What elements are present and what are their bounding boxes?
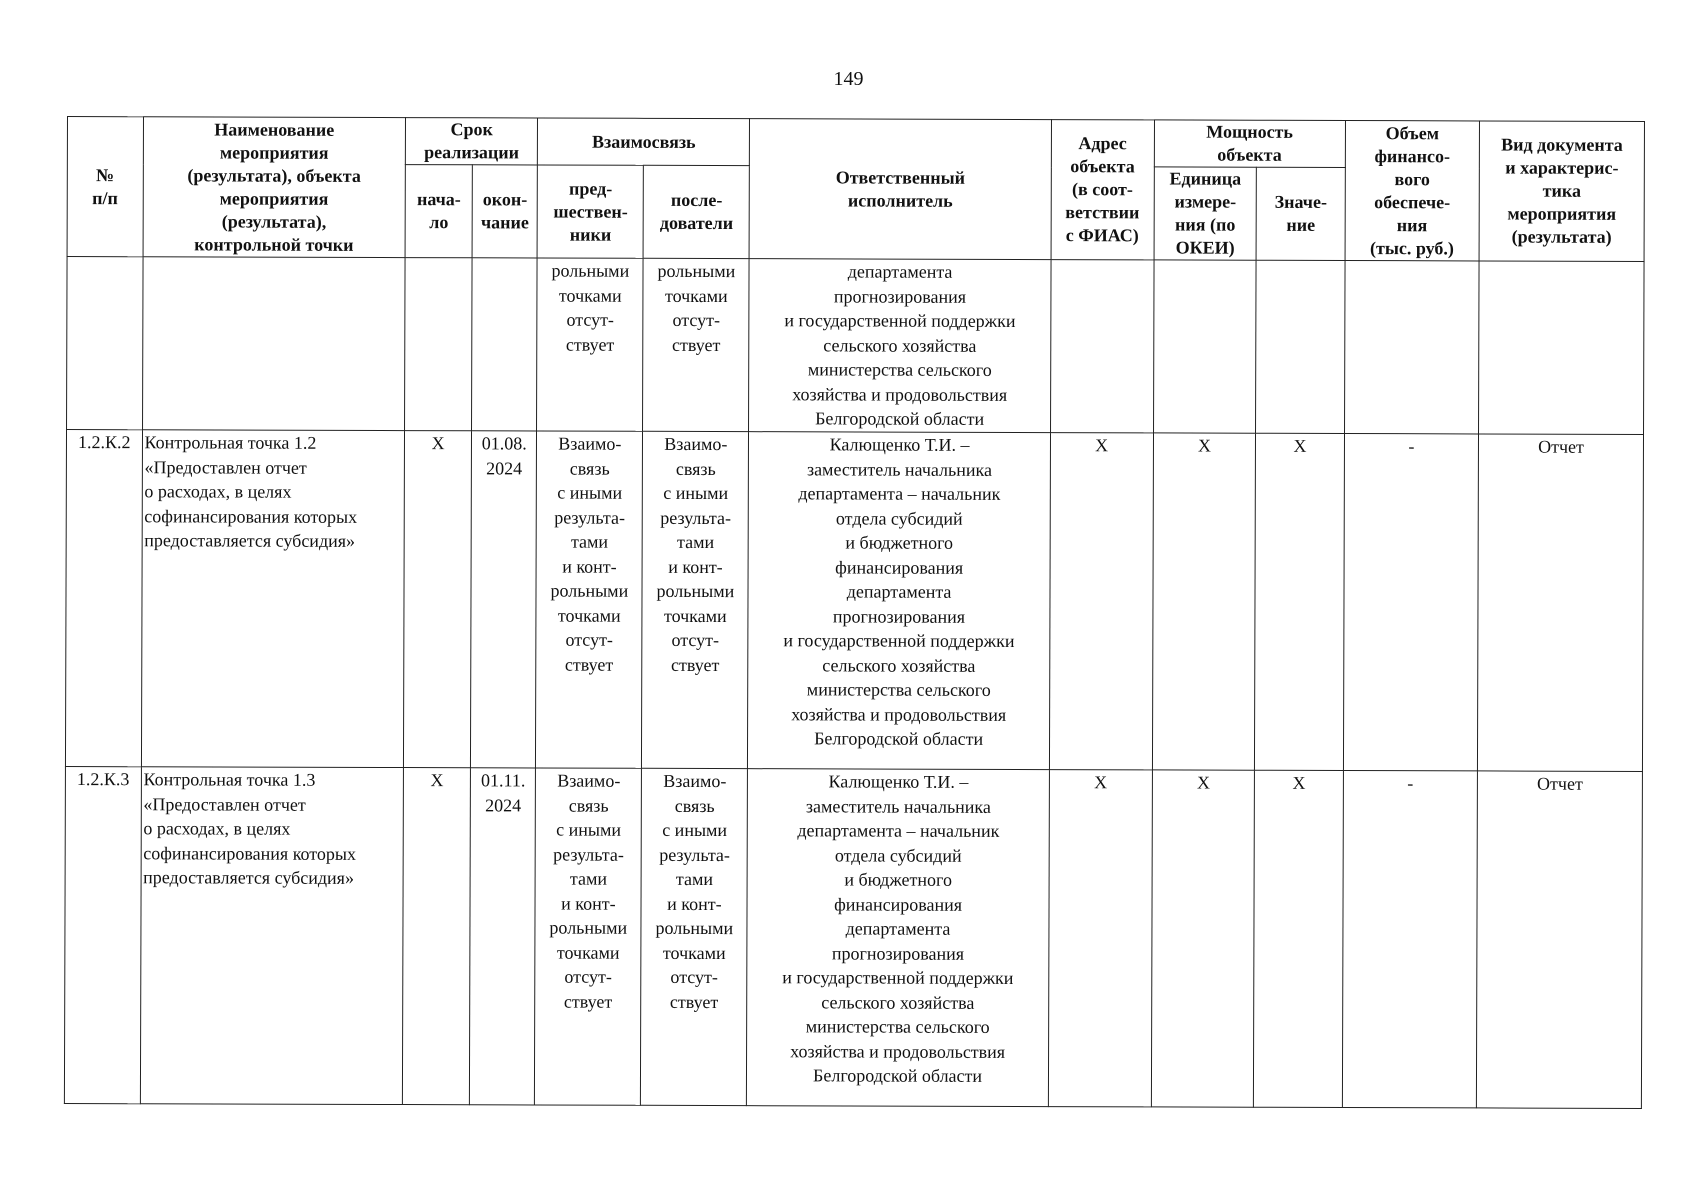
cell-doc: Отчет — [1476, 771, 1642, 1109]
events-table — [64, 116, 1645, 1109]
cell-next: Взаимо- связь с иными результа- тами и конт- рольными точками отсут- ствует — [642, 431, 749, 768]
cell-name: Контрольная точка 1.3 «Предоставлен отчет о расходах, в целях софинансирования которых предоставляется субсидия» — [140, 767, 404, 1105]
cell-end: 01.08. 2024 — [471, 431, 537, 768]
cell-start: X — [402, 768, 470, 1105]
cell-responsible: Калющенко Т.И. – заместитель начальника департамента – начальник отдела субсидий и бюджетного финансирования департамента прогнозирования и государственной поддержки сельского хозяйства министерства сельского хозяйства и продовольствия Белгородской области — [748, 432, 1050, 770]
cell-doc: Отчет — [1478, 434, 1644, 772]
cell-num: 1.2.К.2 — [65, 430, 142, 767]
cell-finance: - — [1342, 771, 1477, 1108]
cell-unit: X — [1151, 770, 1255, 1107]
table-row — [64, 766, 1642, 1108]
header-relation: Взаимосвязь — [538, 118, 750, 166]
header-address: Адрес объекта (в соот- ветствии с ФИАС) — [1051, 120, 1154, 260]
cell-responsible: Калющенко Т.И. – заместитель начальника департамента – начальник отдела субсидий и бюджетного финансирования департамента прогнозирования и государственной поддержки сельского хозяйства министерства сельского хозяйства и продовольствия Белгородской области — [747, 769, 1049, 1107]
cell-pred: рольными точками отсут- ствует — [537, 258, 644, 431]
header-capacity: Мощность объекта — [1154, 120, 1345, 168]
header-name: Наименование мероприятия (результата), объекта мероприятия (результата), контрольной точки — [143, 117, 406, 258]
cell-address — [1050, 260, 1153, 433]
cell-address: X — [1049, 433, 1153, 770]
cell-finance — [1344, 261, 1479, 434]
cell-end: 01.11. 2024 — [470, 768, 536, 1105]
cell-pred: Взаимо- связь с иными результа- тами и конт- рольными точками отсут- ствует — [535, 768, 642, 1105]
cell-next: Взаимо- связь с иными результа- тами и конт- рольными точками отсут- ствует — [641, 768, 748, 1105]
cell-start — [405, 258, 473, 431]
cell-value — [1256, 260, 1345, 433]
header-cap-unit: Единица измере- ния (по ОКЕИ) — [1154, 167, 1257, 260]
cell-doc — [1479, 261, 1644, 435]
header-num: № п/п — [67, 117, 143, 257]
cell-start: X — [404, 431, 472, 768]
header-rel-next: после- дователи — [643, 165, 749, 258]
cell-finance: - — [1343, 434, 1478, 771]
header-cap-value: Значе- ние — [1257, 167, 1345, 260]
cell-value: X — [1255, 433, 1344, 770]
header-row-1 — [67, 117, 1644, 169]
header-finance: Объем финансо- вого обеспече- ния (тыс. руб.) — [1345, 121, 1480, 261]
cell-name — [142, 257, 405, 431]
header-term-end: окон- чание — [472, 165, 537, 258]
cell-num — [67, 257, 143, 430]
header-responsible: Ответственный исполнитель — [749, 119, 1051, 260]
cell-value: X — [1254, 770, 1343, 1107]
table-row — [65, 430, 1643, 772]
header-rel-pred: пред- шествен- ники — [537, 165, 643, 258]
header-term: Срок реализации — [405, 118, 537, 165]
cell-responsible: департамента прогнозирования и государственной поддержки сельского хозяйства министерства сельского хозяйства и продовольствия Белгородской области — [749, 259, 1051, 433]
table-row — [67, 257, 1645, 435]
cell-address: X — [1048, 770, 1152, 1107]
header-doc: Вид документа и характерис- тика мероприятия (результата) — [1479, 121, 1644, 262]
page-number: 149 — [833, 68, 864, 90]
cell-end — [472, 258, 538, 431]
cell-unit: X — [1152, 433, 1256, 770]
cell-unit — [1153, 260, 1256, 433]
cell-next: рольными точками отсут- ствует — [643, 258, 750, 431]
header-term-start: нача- ло — [405, 165, 472, 258]
cell-pred: Взаимо- связь с иными результа- тами и конт- рольными точками отсут- ствует — [536, 431, 643, 768]
cell-name: Контрольная точка 1.2 «Предоставлен отчет о расходах, в целях софинансирования которых предоставляется субсидия» — [141, 430, 405, 768]
cell-num: 1.2.К.3 — [64, 766, 141, 1103]
